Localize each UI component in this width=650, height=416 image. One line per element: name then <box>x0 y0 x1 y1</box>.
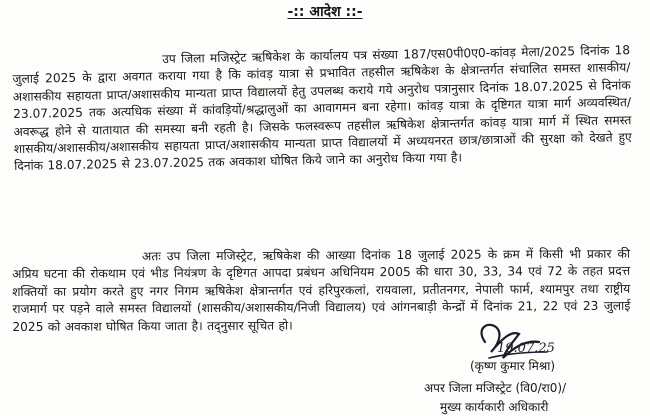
order-paragraph-1: उप जिला मजिस्ट्रेट ऋषिकेश के कार्यालय पत्र संख्या 187/एस0पी0ए0-कांवड़ मेला/2025 दिनांक 18 जुलाई 2025 के द्वारा अवगत कराया गया है कि कांवड़ यात्रा से प्रभावित तहसील ऋषिकेश के क्षेत्रान्तर्गत संचालित समस्त शासकीय/अशासकीय सहायता प्राप्त/अशासकीय मान्यता प्राप्त विद्यालयों हेतु उपलब्ध कराये गये अनुरोध पत्रानुसार दिनांक 18.07.2025 से दिनांक 23.07.2025 तक अत्यधिक संख्या में कांवड़ियों/श्रद्धालुओं का आवागमन बना रहेगा। कांवड़ यात्रा के दृष्टिगत यात्रा मार्ग अव्यवस्थित/अवरूद्ध होने से यातायात की समस्या बनी रहती है। जिसके फलस्वरूप तहसील ऋषिकेश क्षेत्रान्तर्गत कांवड़ यात्रा मार्ग में स्थित समस्त शासकीय/अशासकीय/अशासकीय सहायता प्राप्त/अशासकीय मान्यता प्राप्त विद्यालयों में अध्ययनरत छात्र/छात्राओं की सुरक्षा को देखते हुए दिनांक 18.07.2025 से 23.07.2025 तक अवकाश घोषित किये जाने का अनुरोध किया गया है। <box>12 43 632 174</box>
signer-designation-line-2: मुख्य कार्यकारी अधिकारी <box>440 400 549 414</box>
signer-designation-line-1: अपर जिला मजिस्ट्रेट (वि0/रा0)/ <box>424 381 567 395</box>
signature-date: 19.07.25 <box>497 341 555 356</box>
signer-name: (कृष्ण कुमार मिश्रा) <box>470 359 556 373</box>
order-paragraph-2: अतः उप जिला मजिस्ट्रेट, ऋषिकेश की आख्या दिनांक 18 जुलाई 2025 के क्रम में किसी भी प्रकार की अप्रिय घटना की रोकथाम एवं भीड नियंत्रण के दृष्टिगत आपदा प्रबंधन अधिनियम 2005 की धारा 30, 33, 34 एवं 72 के तहत प्रदत्त शक्तियों का प्रयोग करते हुए नगर निगम ऋषिकेश क्षेत्रान्तर्गत एवं हरिपुरकलां, रायवाला, प्रतीतनगर, नेपाली फार्म, श्यामपुर तथा राष्ट्रीय राजमार्ग पर पड़ने वाले समस्त विद्यालयों (शासकीय/अशासकीय/निजी विद्यालय) एवं आंगनबाड़ी केन्द्रों में दिनांक 21, 22 एवं 23 जुलाई 2025 को अवकाश घोषित किया जाता है। तद्नुसार सूचित हो। <box>12 246 631 334</box>
order-title-text: -:: आदेश ::- <box>287 4 363 20</box>
order-title <box>0 2 650 21</box>
